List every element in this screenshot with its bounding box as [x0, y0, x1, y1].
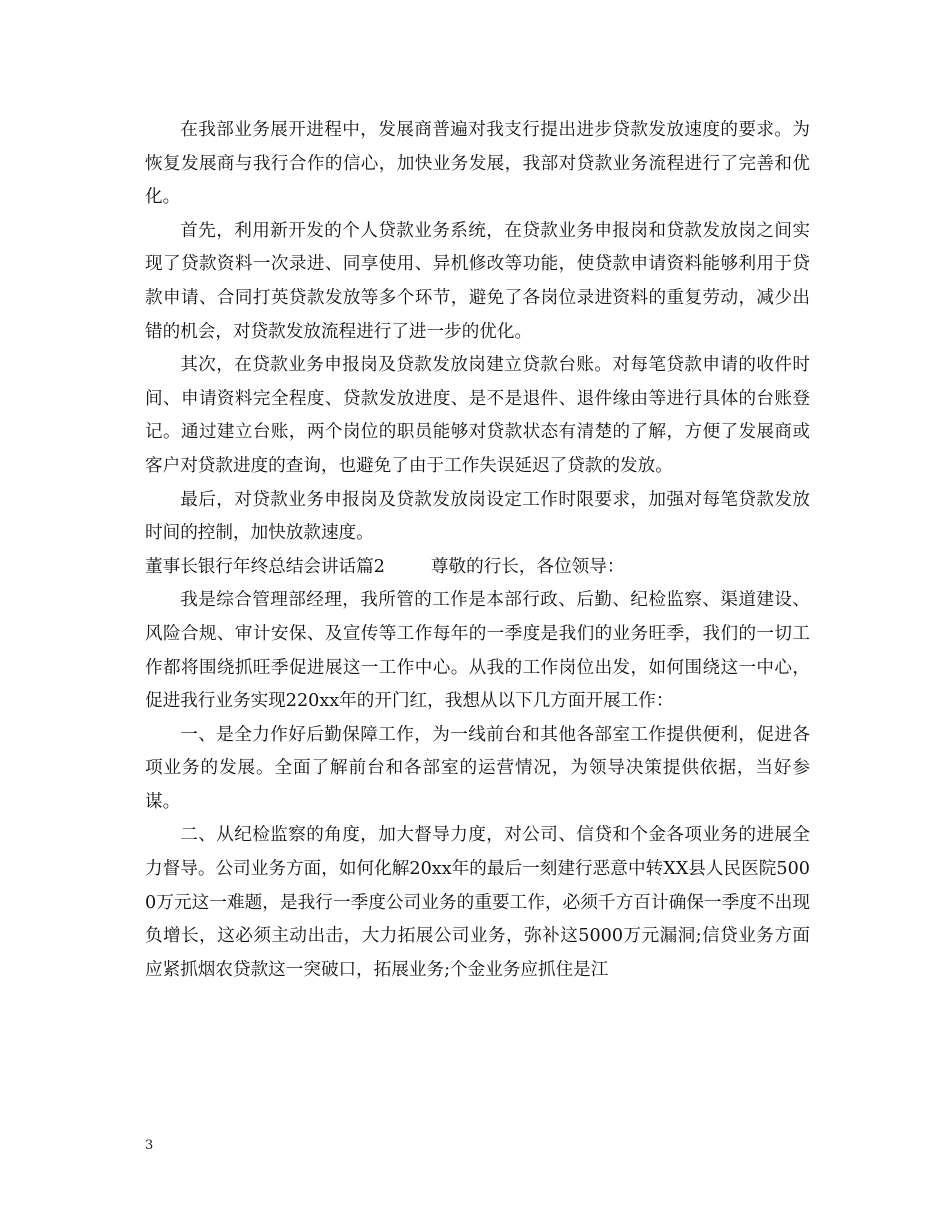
paragraph-1: 在我部业务展开进程中，发展商普遍对我支行提出进步贷款发放速度的要求。为恢复发展商与我行合作的信心，加快业务发展，我部对贷款业务流程进行了完善和优化。	[145, 120, 810, 208]
paragraph-4: 最后，对贷款业务申报岗及贷款发放岗设定工作时限要求，加强对每笔贷款发放时间的控制，加快放款速度。	[145, 489, 810, 544]
paragraph-6: 一、是全力作好后勤保障工作，为一线前台和其他各部室工作提供便利，促进各项业务的发展。全面了解前台和各部室的运营情况，为领导决策提供依据，当好参谋。	[145, 724, 810, 812]
paragraph-5: 我是综合管理部经理，我所管的工作是本部行政、后勤、纪检监察、渠道建设、风险合规、审计安保、及宣传等工作每年的一季度是我们的业务旺季，我们的一切工作都将围绕抓旺季促进展这一工作中心。从我的工作岗位出发，如何围绕这一中心，促进我行业务实现220xx年的开门红，我想从以下几方面开展工作：	[145, 590, 810, 712]
page-number: 3	[145, 1138, 154, 1153]
section-heading-line	[145, 551, 810, 585]
paragraph-3: 其次，在贷款业务申报岗及贷款发放岗建立贷款台账。对每笔贷款申请的收件时间、申请资料完全程度、贷款发放进度、是不是退件、退件缘由等进行具体的台账登记。通过建立台账，两个岗位的职员能够对贷款状态有清楚的了解，方便了发展商或客户对贷款进度的查询，也避免了由于工作失误延迟了贷款的发放。	[145, 355, 810, 476]
greeting: 尊敬的行长，各位领导：	[430, 556, 625, 577]
paragraph-2: 首先，利用新开发的个人贷款业务系统，在贷款业务申报岗和贷款发放岗之间实现了贷款资料一次录进、同享使用、异机修改等功能，使贷款申请资料能够利用于贷款申请、合同打英贷款发放等多个环节，避免了各岗位录进资料的重复劳动，减少出错的机会，对贷款发放流程进行了进一步的优化。	[145, 220, 810, 342]
paragraph-7: 二、从纪检监察的角度，加大督导力度，对公司、信贷和个金各项业务的进展全力督导。公司业务方面，如何化解20xx年的最后一刻建行恶意中转XX县人民医院5000万元这一难题，是我行一季度公司业务的重要工作，必须千方百计确保一季度不出现负增长，这必须主动出击，大力拓展公司业务，弥补这5000万元漏洞;信贷业务方面应紧抓烟农贷款这一突破口，拓展业务;个金业务应抓住是江	[145, 825, 810, 980]
section-title: 董事长银行年终总结会讲话篇2	[145, 556, 385, 577]
document-body	[145, 114, 810, 987]
